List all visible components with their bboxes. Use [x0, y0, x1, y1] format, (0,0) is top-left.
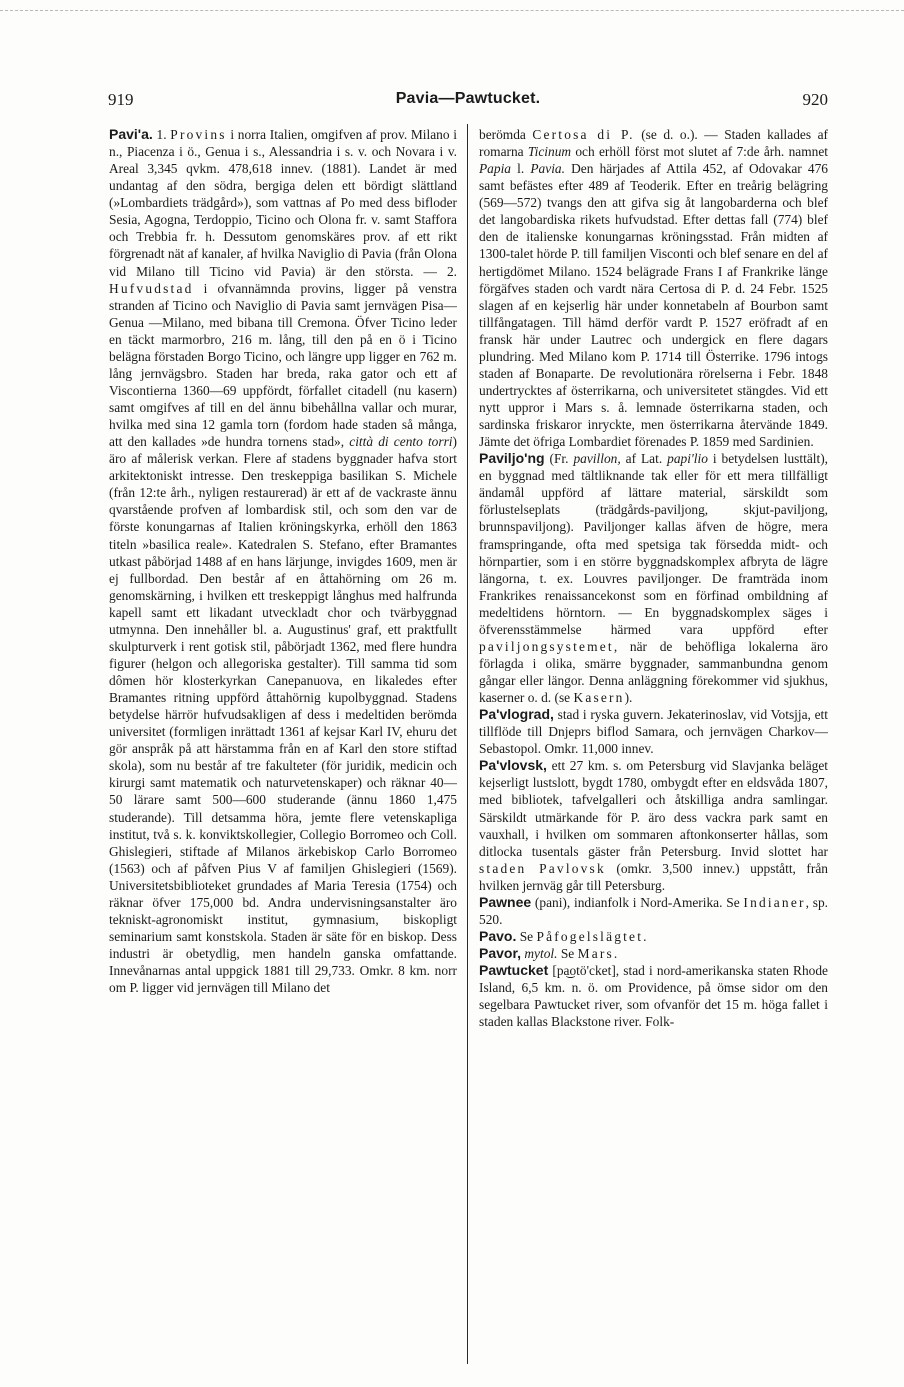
headword-pavia: Pavi'a. [109, 126, 153, 142]
running-title: Pavia—Pawtucket. [395, 90, 541, 107]
spaced-provins: Provins [170, 127, 227, 142]
right-column [479, 126, 828, 1366]
spaced-pafogelslagtet: Påfogelslägtet [536, 928, 644, 944]
page-header [108, 90, 828, 114]
headword-pavlovsk: Pa'vlovsk, [479, 757, 547, 774]
spaced-indianer: Indianer [743, 894, 806, 910]
entry-pavlovsk: Pa'vlovsk, ett 27 km. s. om Petersburg vid Slavjanka beläget kejserligt lustslott, bygdt 1780, ombygdt efter en eldsvåda 1807, med bibliotek, tafvelgalleri och åtskilliga andra samlingar. Särskildt utmärkande för P. äro dess vackra park samt en vauxhall, i hvilken om sommaren aftonkonserter hållas, som ditlocka tusentals gäster från Petersburg. Invid slottet har staden Pavlovsk (omkr. 3,500 innev.) uppstått, från hvilken jernväg går till Petersburg. [479, 757, 828, 893]
italic-pavillon: pavillon, [573, 451, 621, 467]
italic-citta: città di cento torri [349, 434, 453, 450]
left-column [109, 126, 457, 1366]
scan-top-edge [0, 10, 904, 11]
headword-pawnee: Pawnee [479, 893, 532, 910]
italic-pavia: Pavia. [530, 161, 565, 177]
entry-pavo: Pavo. Se Påfogelslägtet. [479, 927, 647, 944]
italic-mytol: mytol. [524, 946, 558, 961]
spaced-mars: Mars [577, 946, 614, 961]
italic-papilio: papi'lio [667, 451, 708, 467]
entry-pawtucket: Pawtucket [pa͜otö'cket], stad i nord-amerikanska staten Rhode Island, 6,5 km. n. ö. om Providence, på ömse sidor om den segelbara Pawtucket river, som ofvanför det 15 m. höga fallet i staden kallas Blackstone river. Folk- [479, 962, 828, 1030]
spaced-hufvudstad: Hufvudstad [109, 280, 194, 296]
entry-pavor: Pavor, mytol. Se Mars. [479, 945, 618, 961]
headword-pawtucket: Pawtucket [479, 962, 549, 979]
entry-pawnee: Pawnee (pani), indianfolk i Nord-Amerika. Se Indianer, sp. 520. [479, 893, 828, 927]
entry-pavia: Pavi'a. 1. Provins i norra Italien, omgifven af prov. Milano i n., Piacenza i ö., Genua i s., Alessandria i s. v. och Novara i v. Areal 3,345 qvkm. 478,618 innev. (1881). Landet är med undantag af den södra, bergiga delen ett bördigt slättland (»Lombardiets trädgård»), som vattnas af Po med dess biflоder Sesia, Agogna, Terdoppio, Ticino och Olona fr. v. samt Staffora och Trebbia fr. h. Dessutom genomskäres prov. af ett rikt förgrenadt nät af kanaler, af hvilka Naviglio di Pavia (från Olona vid Milano till Ticino vid Pavia) är den största. — 2. Hufvudstad i ofvannämnda provins, ligger på venstra stranden af Ticino och Naviglio di Pavia samt jernvägen Pisa—Genua —Milano, med bibana till Cremona. Öfver Ticino leder en täckt marmorbro, 216 m. lång, till den på en ö i Ticino belägna förstaden Borgo Ticino, och längre upp ligger en 762 m. lång jernvägsbro. Staden har breda, raka gator och ett af Viscontierna 1360—69 uppfördt, förfallet citadell (nu kasern) samt omgifves af till en del ännu bibehållna vallar och murar, hvilka med sina 12 gamla torn (fordom hade staden så många, att den kallades »de hundra tornens stad», città di cento torri) äro af målerisk verkan. Flere af stadens byggnader hafva stort arkitektoniskt intresse. Den treskeppiga basilikan S. Michele (från 12:te årh., nyligen restaurerad) är ett af de vackraste ännu qvarstående profven af lombardisk stil, och som den var de förste konungarnas af Italien kröningskyrka, erhöll den 1863 titeln »basilica reale». Katedralen S. Stefano, efter Bramantes utkast påbörjad 1488 af en hans lärjunge, invigdes 1609, men är ej fullbordad. Den består af en åttahörning om 26 m. genomskärning, i hvilken ett treskeppigt långhus med halfrunda kapell samt ett likadant utveckladt chor och tvärbyggnad utmynna. Den innehåller bl. a. Augustinus' graf, ett praktfullt skulpturverk i rent gotisk stil, påbörjadt 1362, med flere hundra figurer (helgon och allegoriska gestalter). Till samma tid som dômen hör klosterkyrkan Canepanuova, en likaledes efter Bramantes ritning uppförd åttahörnig kupolbyggnad. Stadens betydelse härrör hufvudsakligen af dess i medeltiden berömda universitet (formligen inrättadt 1361 af kejsar Karl IV, ehuru det gör anspråk på att härstamma från en af Karl den store stiftad skola), som nu består af tre fakulteter (för juridik, medicin och kirurgi samt matematik och naturvetenskaper) och räknar 40—50 lärare samt 500—600 studerande (ännu 1860 1,475 studerande). Till detsamma höra, jemte flere vetenskapliga institut, två s. k. konviktskollegier, Collegio Borromeo och Coll. Ghislegieri, stiftade af Milanos ärkebiskop Carlo Borromeo (1563) och af påfven Pius V af familjen Ghislegieri (1569). Universitetsbiblioteket grundades af Maria Teresia (1754) och räknar öfver 175,000 bd. Andra undervisningsanstalter äro tekniskt-agronomiskt institut, gymnasium, biskopligt seminarium samt konstskola. Staden är säte för en biskop. Dess industri är obetydlig, men handeln ganska omfattande. Innevånarnas antal uppgick 1881 till 29,733. Omkr. 8 km. norr om P. ligger vid jernvägen till Milano det [109, 126, 457, 996]
italic-papia: Papia [479, 161, 511, 177]
entry-pavia-continued: berömda Certosa di P. (se d. o.). — Staden kallades af romarna Ticinum och erhöll först mot slutet af 7:de årh. namnet Papia l. Pavia. Den härjades af Attila 452, af Odovakar 476 samt befästes efter 489 af Teoderik. Efter en treårig belägring (569—572) tvangs den att gifva sig åt langobarderna och blef det langobardiska rikets hufvudstad. Efter dettas fall (774) blef den de italienske konungarnas kröningsstad. Från midten af 1300-talet hörde P. till familjen Visconti och blef senare en del af hertigdömet Milano. 1524 belägrade Frans I af Frankrike länge förgäfves staden och vardt nära Certosa di P. d. 24 Febr. 1525 slagen af en kejserlig här under konnetabeln af Bourbon samt tillfångatagen. Till hämd derför vardt P. 1527 eröfradt af en fransk här under Lautrec och undergick en flere dagars plundring. Med Milano kom P. 1714 till Österrike. 1796 intogs staden af Bonaparte. De revolutionära rörelserna i Febr. 1848 undertrycktes af österrikarna, och universitetet stängdes. Vid ett nytt uppror i Mars s. å. lemnade österrikarna staden, och sardinska friskaror inryckte, men österrikarna återvände 1849. Jämte det öfriga Lombardiet förenades P. 1859 med Sardinien. [479, 127, 828, 450]
spaced-kasern: Kasern [573, 690, 625, 706]
entry-paviljong: Paviljo'ng (Fr. pavillon, af Lat. papi'lio i betydelsen lusttält), en byggnad med tältliknande tak eller för ett mera tillfälligt ändamål uppförd af lättare material, särskildt som förlustelseplats (trädgårds-paviljong, skjut-paviljong, brunnspaviljong). Paviljonger kallas äfven de högre, mera framspringande, ofta med spetsiga tak försedda midt- och hörnpartier, som i en större byggnadskomplex afbryta de lägre längorna, t. ex. Louvres paviljonger. De framträda inom Frankrikes renaissancekonst som en förfinad ombildning af medeltidens hörntorn. — En byggnadskomplex säges i öfverensstämmelse härmed vara uppförd efter paviljongsystemet, när de behöfliga lokalerna äro förlagda i olika, smärre byggnader, sammanbundna genom gångar eller längor. Denna anläggning förekommer vid sjukhus, kaserner o. d. (se Kasern). [479, 450, 828, 706]
spaced-certosa: Certosa di P. [532, 127, 635, 142]
italic-ticinum: Ticinum [527, 144, 572, 160]
spaced-staden-pavlovsk: staden Pavlovsk [479, 860, 606, 876]
headword-pavlograd: Pa'vlograd, [479, 706, 554, 723]
column-divider [467, 124, 468, 1364]
page-number-left: 919 [108, 90, 134, 109]
spaced-paviljongsystemet: paviljongsystemet [479, 638, 614, 654]
headword-pavo: Pavo. [479, 927, 517, 944]
entry-pavlograd: Pa'vlograd, stad i ryska guvern. Jekaterinoslav, vid Votsjja, ett tillflöde till Dnjeprs biflod Samara, och jernvägen Charkov—Sebastopol. Omkr. 11,000 innev. [479, 706, 828, 757]
page-number-right: 920 [802, 90, 828, 109]
headword-pavor: Pavor, [479, 945, 522, 961]
headword-paviljong: Paviljo'ng [479, 450, 545, 467]
